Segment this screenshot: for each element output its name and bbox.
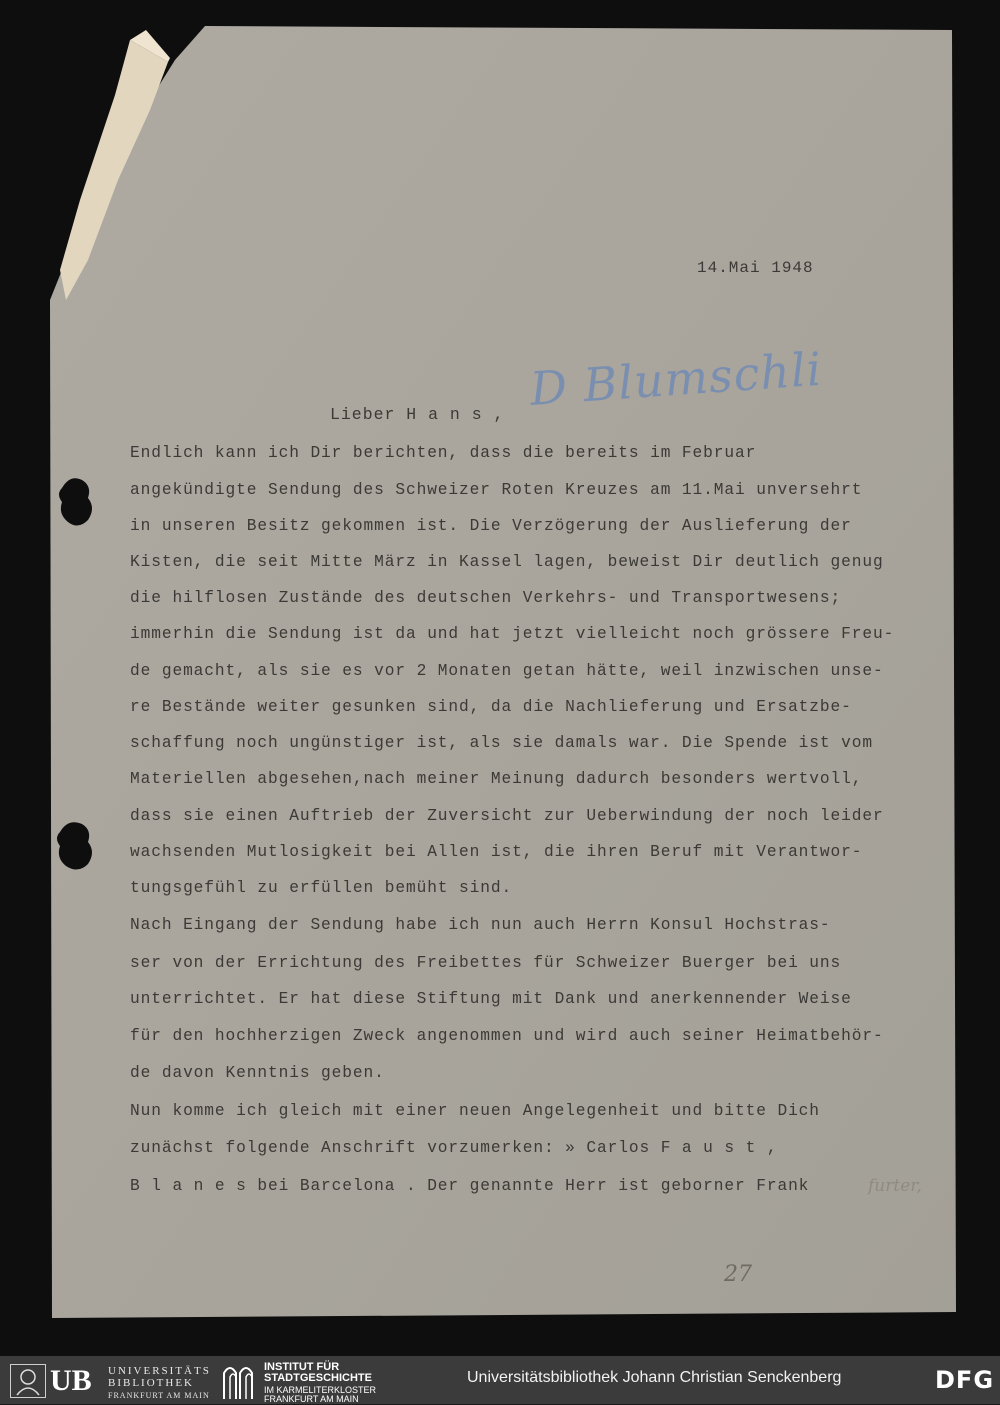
ub-letters: UB [50,1364,92,1397]
body-line: de gemacht, als sie es vor 2 Monaten getan hätte, weil inzwischen unse- [130,662,884,680]
isg-line1: INSTITUT FÜR [264,1361,340,1373]
isg-line2: STADTGESCHICHTE [264,1372,372,1384]
body-line: tungsgefühl zu erfüllen bemüht sind. [130,879,513,897]
arches-icon [222,1363,256,1399]
body-line: Nach Eingang der Sendung habe ich nun auch Herrn Konsul Hochstras- [130,916,831,934]
body-line: immerhin die Sendung ist da und hat jetzt vielleicht noch grössere Freu- [130,625,895,643]
dfg-logo[interactable]: DFG [935,1366,995,1394]
ub-logo[interactable] [10,1364,210,1398]
body-line: schaffung noch ungünstiger ist, als sie damals war. Die Spende ist vom [130,734,873,752]
ub-line3: FRANKFURT AM MAIN [108,1391,210,1400]
ub-line2: BIBLIOTHEK [108,1377,194,1389]
body-line: Materiellen abgesehen,nach meiner Meinung dadurch besonders wertvoll, [130,770,863,788]
isg-line3: IM KARMELITERKLOSTER [264,1385,377,1395]
body-line: re Bestände weiter gesunken sind, da die Nachlieferung und Ersatzbe- [130,698,852,716]
body-line: die hilflosen Zustände des deutschen Verkehrs- und Transportwesens; [130,589,842,607]
body-line: zunächst folgende Anschrift vorzumerken: » Carlos F a u s t , [130,1139,778,1157]
body-line: angekündigte Sendung des Schweizer Roten Kreuzes am 11.Mai unversehrt [130,481,863,499]
pencil-annotation: D Blumschli [528,341,824,416]
isg-logo[interactable] [222,1361,422,1404]
isg-line4: FRANKFURT AM MAIN [264,1394,359,1404]
footer-bar [0,1356,1000,1404]
page-number: 27 [724,1262,752,1287]
body-line: Endlich kann ich Dir berichten, dass die bereits im Februar [130,444,757,462]
letter-salutation: Lieber H a n s , [330,405,505,424]
letter-date: 14.Mai 1948 [697,259,814,277]
pencil-continuation: furter, [868,1176,922,1196]
library-name-link[interactable]: Universitätsbibliothek Johann Christian Senckenberg [467,1369,842,1386]
body-line: B l a n e s bei Barcelona . Der genannte Herr ist geborner Frank [130,1177,810,1195]
ub-line1: UNIVERSITÄTS [108,1365,211,1377]
body-line: dass sie einen Auftrieb der Zuversicht zur Ueberwindung der noch leider [130,807,884,825]
body-line: de davon Kenntnis geben. [130,1064,385,1082]
body-line: in unseren Besitz gekommen ist. Die Verzögerung der Auslieferung der [130,517,852,535]
body-line: für den hochherzigen Zweck angenommen und wird auch seiner Heimatbehör- [130,1027,884,1045]
body-line: ser von der Errichtung des Freibettes für Schweizer Buerger bei uns [130,954,842,972]
body-line: unterrichtet. Er hat diese Stiftung mit Dank und anerkennender Weise [130,990,852,1008]
body-line: wachsenden Mutlosigkeit bei Allen ist, die ihren Beruf mit Verantwor- [130,843,863,861]
body-line: Kisten, die seit Mitte März in Kassel lagen, beweist Dir deutlich genug [130,553,884,571]
body-line: Nun komme ich gleich mit einer neuen Angelegenheit und bitte Dich [130,1102,820,1120]
portrait-icon [10,1364,46,1398]
